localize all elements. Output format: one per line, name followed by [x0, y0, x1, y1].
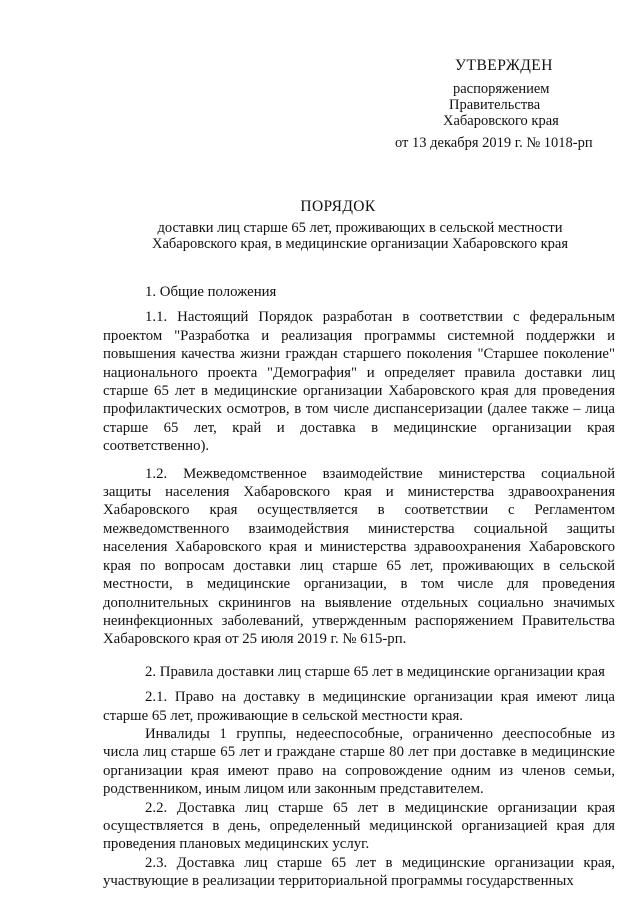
approval-date: от 13 декабря 2019 г. № 1018-рп	[395, 135, 593, 151]
document-subtitle	[130, 220, 590, 252]
approval-line-1: распоряжением	[453, 81, 550, 97]
paragraph-2-2: 2.2. Доставка лиц старше 65 лет в медицинские организации края осуществляется в день, определенный медицинской организацией края для проведения плановых медицинских услуг.	[103, 799, 615, 853]
section-2-heading: 2. Правила доставки лиц старше 65 лет в медицинские организации края	[145, 663, 605, 680]
approval-line-2: Правительства	[449, 97, 541, 113]
document-subtitle-line-2: Хабаровского края, в медицинские организации Хабаровского края	[151, 236, 568, 252]
paragraph-1-1: 1.1. Настоящий Порядок разработан в соответствии с федеральным проектом "Разработка и реализация программы системной поддержки и повышения качества жизни граждан старшего поколения "Старшее поколение" национального проекта "Демография" и определяет правила доставки лиц старше 65 лет в медицинские организации Хабаровского края для проведения профилактических осмотров, в том числе диспансеризации (далее также – лица старше 65 лет, край и доставка в медицинские организации края соответственно).	[103, 309, 615, 455]
document-body	[103, 283, 615, 891]
document-title: ПОРЯДОК	[300, 198, 376, 215]
paragraph-2-1: 2.1. Право на доставку в медицинские организации края имеют лица старше 65 лет, проживающие в сельской местности края.	[103, 689, 615, 724]
approval-block	[395, 58, 625, 151]
paragraph-1-2: 1.2. Межведомственное взаимодействие министерства социальной защиты населения Хабаровского края и министерства здравоохранения Хабаровского края осуществляется в соответствии с Регламентом межведомственного взаимодействия министерства социальной защиты населения Хабаровского края и министерства здравоохранения Хабаровского края по вопросам доставки лиц старше 65 лет, проживающих в сельской местности, в медицинские организации, в том числе для проведения дополнительных скринингов на выявление отдельных социально значимых неинфекционных заболеваний, утвержденным распоряжением Правительства Хабаровского края от 25 июля 2019 г. № 615-рп.	[103, 465, 615, 648]
paragraph-2-3: 2.3. Доставка лиц старше 65 лет в медицинские организации края, участвующие в реализации территориальной программы государственных	[103, 854, 615, 890]
document-subtitle-line-1: доставки лиц старше 65 лет, проживающих в сельской местности	[157, 220, 563, 236]
approval-title: УТВЕРЖДЕН	[455, 57, 553, 74]
section-1-heading: 1. Общие положения	[145, 284, 277, 300]
paragraph-2-1-b: Инвалиды 1 группы, недееспособные, ограниченно дееспособные из числа лиц старше 65 лет и граждане старше 80 лет при доставке в медицинские организации края имеют право на сопровождение одним из членов семьи, родственником, иным лицом или законным представителем.	[103, 725, 615, 798]
approval-line-3: Хабаровского края	[443, 113, 559, 129]
